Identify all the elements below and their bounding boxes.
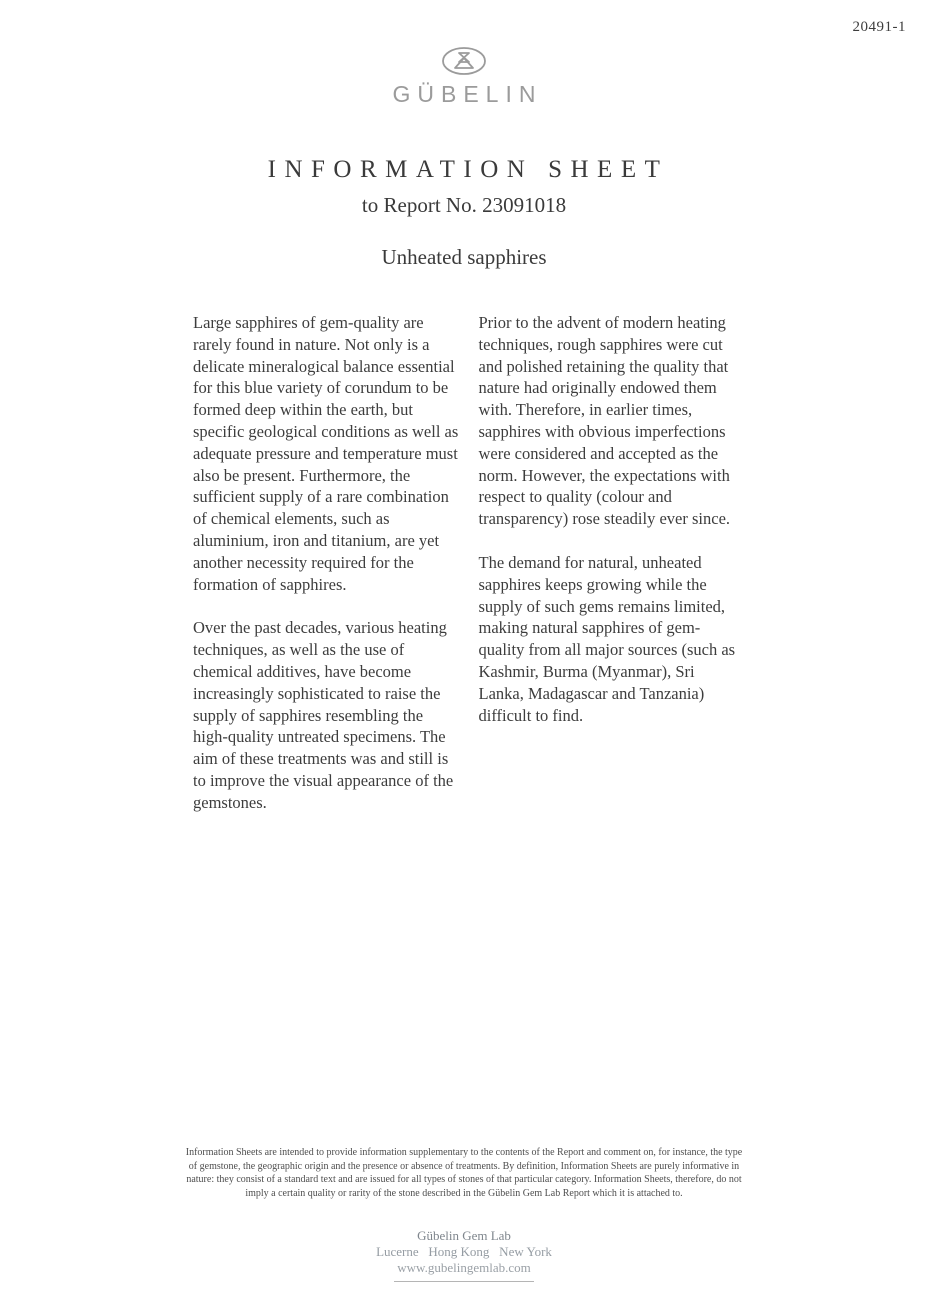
body-columns [193,312,744,836]
footer-website: www.gubelingemlab.com [397,1259,531,1275]
body-paragraph: The demand for natural, unheated sapphires keeps growing while the supply of such gems remains limited, making natural sapphires of gem-quality from all major sources (such as Kashmir, Burma (Myanmar), Sri Lanka, Madagascar and Tanzania) difficult to find. [478,552,736,725]
body-paragraph: Over the past decades, various heating techniques, as well as the use of chemical additives, have become increasingly sophisticated to raise the supply of sapphires resembling the high-quality untreated specimens. The aim of these treatments was and still is to improve the visual appearance of the gemstones. [193,618,454,812]
left-column [193,312,459,836]
right-column [479,312,745,836]
footer [0,1228,928,1282]
gubelin-scale-emblem-icon [439,44,489,78]
footer-lab-name: Gübelin Gem Lab [417,1228,511,1243]
brand-name: GÜBELIN [392,81,543,107]
body-paragraph: Prior to the advent of modern heating techniques, rough sapphires were cut and polished retaining the quality that nature had originally endowed them with. Therefore, in earlier times, sapphires with obvious imperfections were considered and accepted as the norm. However, the expectations with respect to quality (colour and transparency) rose steadily ever since. [478,313,731,529]
gubelin-logo [0,44,928,108]
document-number: 20491-1 [852,19,906,35]
footer-locations: Lucerne Hong Kong New York [376,1243,552,1259]
disclaimer-text: Information Sheets are intended to provide information supplementary to the contents of the Report and comment on, for instance, the type of gemstone, the geographic origin and the presence or absence of treatments. By definition, Information Sheets are purely informative in nature: they consist of a standard text and are issued for all types of stones of that particular category. Information Sheets, therefore, do not imply a certain quality or rarity of the stone described in the Gübelin Gem Lab Report which it is attached to. [185,1147,743,1199]
body-paragraph: Large sapphires of gem-quality are rarely found in nature. Not only is a delicate mineralogical balance essential for this blue variety of corundum to be formed deep within the earth, but specific geological conditions as well as adequate pressure and temperature must also be present. Furthermore, the sufficient supply of a rare combination of chemical elements, such as aluminium, iron and titanium, are yet another necessity required for the formation of sapphires. [193,313,459,594]
report-number-subtitle: to Report No. 23091018 [361,193,567,217]
footer-divider [394,1281,534,1282]
section-heading: Unheated sapphires [381,245,547,269]
page-title: INFORMATION SHEET [267,156,669,183]
